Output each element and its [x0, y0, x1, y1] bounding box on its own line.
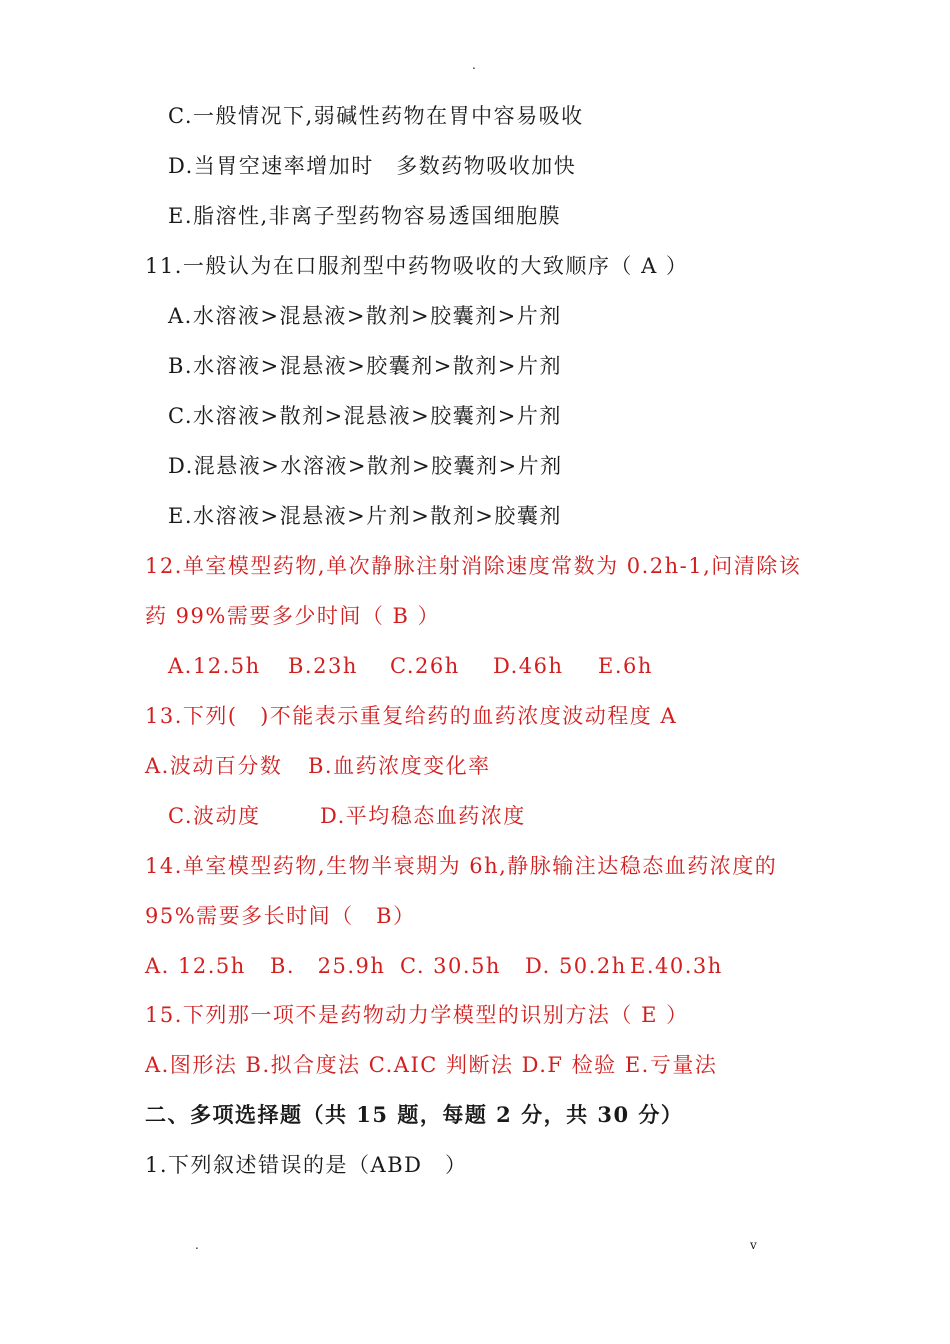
q13-option-a: A.波动百分数 [145, 754, 283, 778]
footer-left-dot: . [195, 1238, 199, 1252]
q12-stem-line2: 药 99%需要多少时间（ B ） [145, 604, 441, 628]
q12-option-b: B.23h [288, 654, 358, 678]
q10-option-e: E.脂溶性,非离子型药物容易透国细胞膜 [168, 204, 562, 228]
q12-option-c: C.26h [390, 654, 460, 678]
q11-option-d: D.混悬液>水溶液>散剂>胶囊剂>片剂 [168, 454, 563, 478]
section2-q1-stem: 1.下列叙述错误的是（ABD ） [145, 1153, 468, 1177]
q14-option-b: B. 25.9h [270, 954, 386, 978]
section-title: 二、多项选择题（共 15 题，每题 2 分，共 30 分） [145, 1102, 684, 1127]
q10-option-c: C.一般情况下,弱碱性药物在胃中容易吸收 [168, 104, 584, 128]
q11-option-b: B.水溶液>混悬液>胶囊剂>散剂>片剂 [168, 354, 562, 378]
q10-option-d: D.当胃空速率增加时 多数药物吸收加快 [168, 154, 577, 178]
q12-option-a: A.12.5h [168, 654, 261, 678]
q13-stem: 13.下列( )不能表示重复给药的血药浓度波动程度 A [145, 704, 678, 728]
footer-right-mark: v [750, 1238, 757, 1252]
q14-option-c: C. 30.5h [400, 954, 501, 978]
header-dot: . [472, 58, 476, 72]
q12-stem-line1: 12.单室模型药物,单次静脉注射消除速度常数为 0.2h-1,问清除该 [145, 554, 802, 578]
q15-options: A.图形法 B.拟合度法 C.AIC 判断法 D.F 检验 E.亏量法 [145, 1053, 718, 1077]
q14-option-e: E.40.3h [630, 954, 723, 978]
q14-option-d: D. 50.2h [525, 954, 627, 978]
q13-option-c: C.波动度 [168, 804, 261, 828]
q11-option-e: E.水溶液>混悬液>片剂>散剂>胶囊剂 [168, 504, 562, 528]
q14-stem-line2: 95%需要多长时间（ B） [145, 904, 416, 928]
q11-option-a: A.水溶液>混悬液>散剂>胶囊剂>片剂 [168, 304, 562, 328]
q11-option-c: C.水溶液>散剂>混悬液>胶囊剂>片剂 [168, 404, 562, 428]
q14-option-a: A. 12.5h [145, 954, 246, 978]
q14-stem-line1: 14.单室模型药物,生物半衰期为 6h,静脉输注达稳态血药浓度的 [145, 854, 778, 878]
q13-option-d: D.平均稳态血药浓度 [320, 804, 526, 828]
q11-stem: 11.一般认为在口服剂型中药物吸收的大致顺序（ A ） [145, 254, 689, 278]
q13-option-b: B.血药浓度变化率 [308, 754, 491, 778]
q15-stem: 15.下列那一项不是药物动力学模型的识别方法（ E ） [145, 1003, 689, 1027]
q12-option-e: E.6h [598, 654, 653, 678]
q12-option-d: D.46h [493, 654, 564, 678]
